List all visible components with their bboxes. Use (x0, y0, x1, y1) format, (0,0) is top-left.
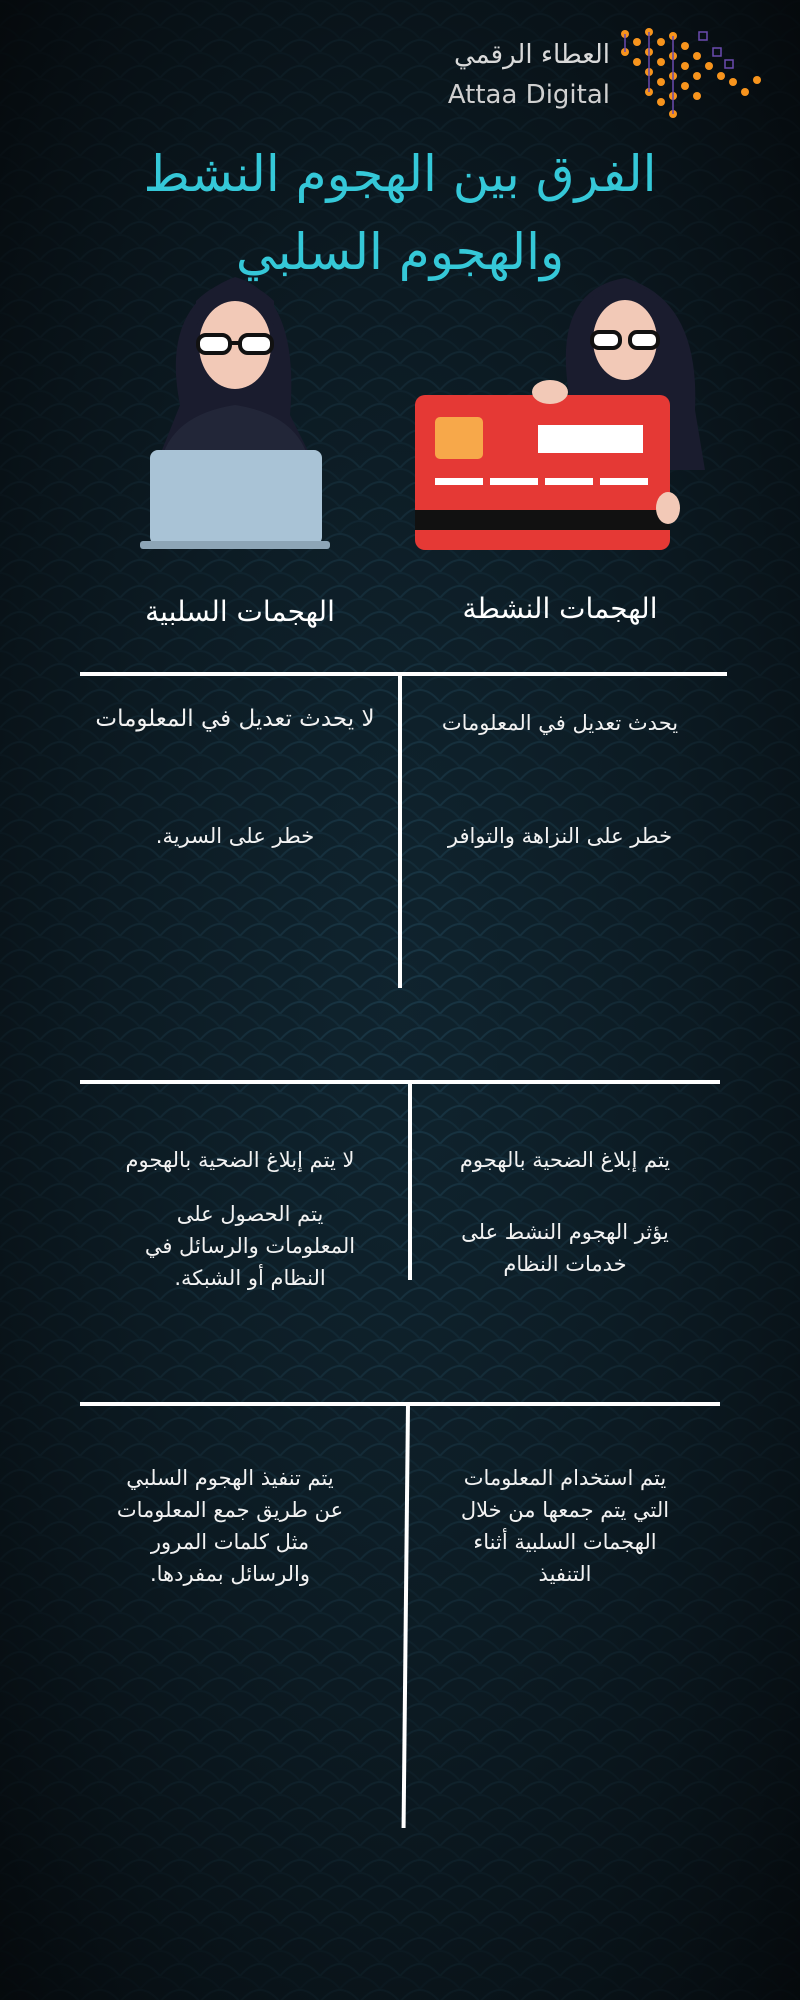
logo-dots-icon (615, 22, 765, 120)
active-item: يؤثر الهجوم النشط على خدمات النظام (461, 1220, 669, 1276)
passive-item: لا يتم إبلاغ الضحية بالهجوم (125, 1148, 355, 1172)
active-item: خطر على النزاهة والتوافر (447, 824, 673, 848)
passive-item: يتم الحصول على المعلومات والرسائل في النظام أو الشبكة. (144, 1202, 356, 1290)
hacker-with-credit-card-icon (410, 270, 710, 555)
active-item: يتم استخدام المعلومات التي يتم جمعها من خلال الهجمات السلبية أثناء التنفيذ (460, 1466, 670, 1586)
column-divider (408, 1082, 412, 1280)
page-title: الفرق بين الهجوم النشط والهجوم السلبي (143, 145, 657, 281)
logo-arabic-text: العطاء الرقمي (453, 40, 610, 70)
passive-item: خطر على السرية. (155, 824, 315, 848)
active-item: يتم إبلاغ الضحية بالهجوم (459, 1148, 671, 1172)
section-divider (80, 1080, 720, 1084)
column-header-passive: الهجمات السلبية (145, 595, 335, 628)
logo-english-text: Attaa Digital (447, 80, 610, 110)
passive-item: يتم تنفيذ الهجوم السلبي عن طريق جمع المعلومات مثل كلمات المرور والرسائل بمفردها. (116, 1466, 344, 1586)
section-divider (80, 672, 727, 676)
hacker-with-laptop-icon (140, 265, 340, 550)
column-divider (398, 674, 402, 988)
passive-item: لا يحدث تعديل في المعلومات (95, 706, 375, 732)
active-item: يحدث تعديل في المعلومات (441, 711, 679, 735)
section-divider (80, 1402, 720, 1406)
column-header-active: الهجمات النشطة (462, 592, 658, 625)
